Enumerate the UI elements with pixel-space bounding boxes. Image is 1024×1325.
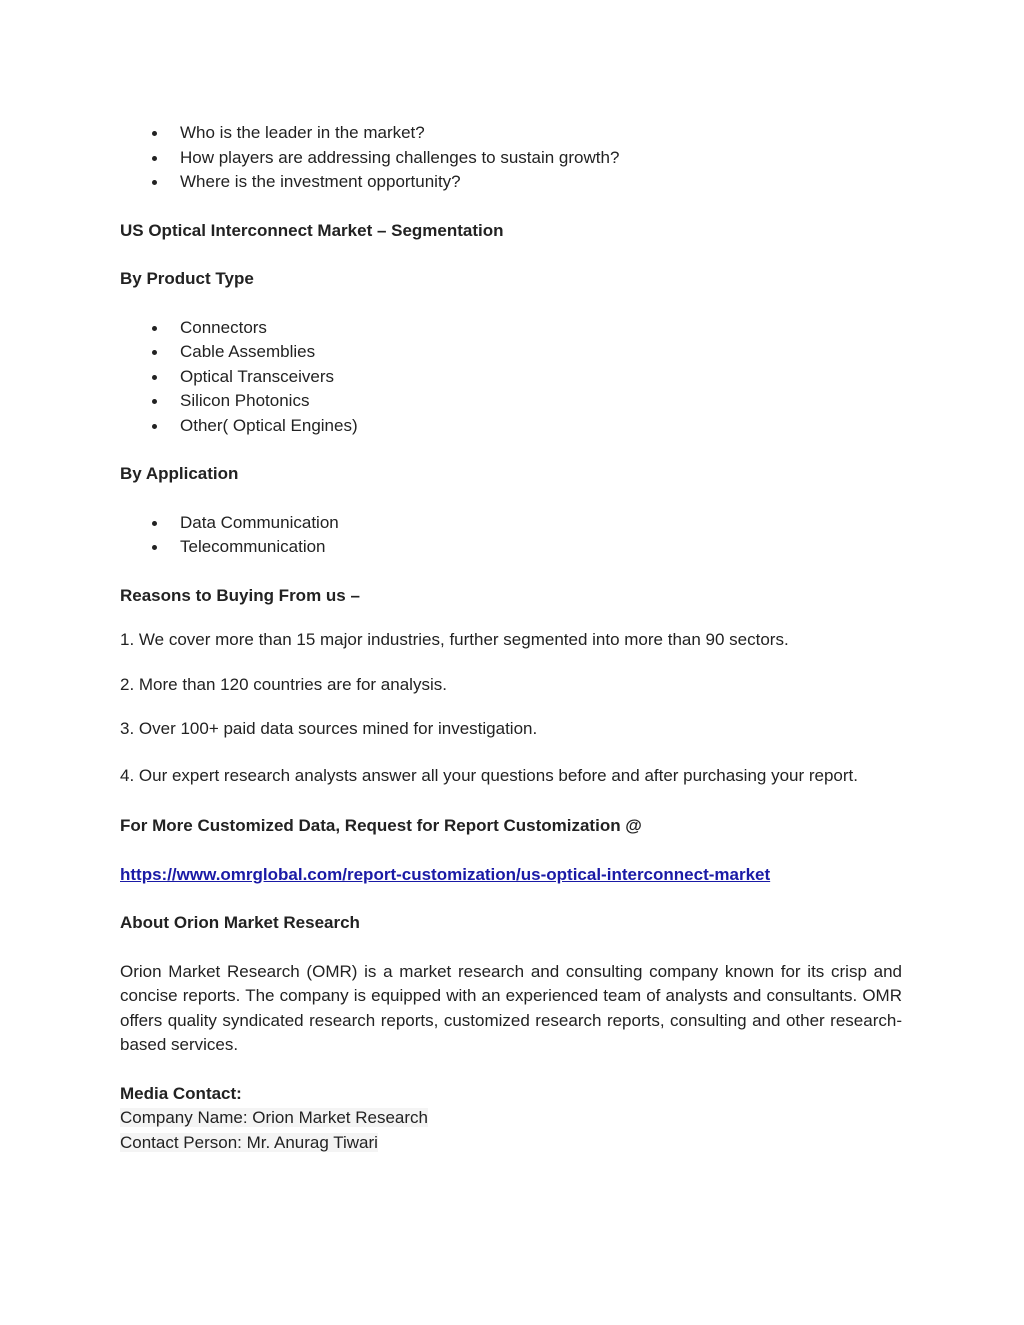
list-item: Data Communication [120, 511, 902, 536]
contact-company: Company Name: Orion Market Research [120, 1108, 429, 1127]
segmentation-title: US Optical Interconnect Market – Segmentation [120, 220, 504, 240]
list-item: Silicon Photonics [120, 389, 902, 414]
reason-item: 4. Our expert research analysts answer all your questions before and after purchasing your report. [120, 765, 858, 785]
contact-company-line [120, 1106, 902, 1131]
document-content [120, 121, 902, 1155]
contact-person: Contact Person: Mr. Anurag Tiwari [120, 1132, 378, 1152]
product-type-list [120, 316, 902, 439]
about-heading: About Orion Market Research [120, 913, 360, 932]
reason-item: 1. We cover more than 15 major industries, further segmented into more than 90 sectors. [120, 630, 789, 649]
list-item: Optical Transceivers [120, 365, 902, 390]
list-item: Connectors [120, 316, 902, 341]
list-item: Other( Optical Engines) [120, 414, 902, 439]
media-contact-heading: Media Contact: [120, 1083, 242, 1103]
product-type-heading: By Product Type [120, 269, 254, 288]
application-list [120, 511, 902, 560]
about-body: Orion Market Research (OMR) is a market research and consulting company known for its crisp and concise reports. The company is equipped with an experienced team of analysts and consultants. OMR offers quality syndicated research reports, customized research reports, consulting and other research-based services. [120, 961, 902, 1054]
reason-item: 2. More than 120 countries are for analysis. [120, 674, 447, 694]
reason-item: 3. Over 100+ paid data sources mined for investigation. [120, 719, 538, 738]
customization-heading: For More Customized Data, Request for Report Customization @ [120, 816, 642, 835]
customization-link[interactable]: https://www.omrglobal.com/report-customization/us-optical-interconnect-market [120, 864, 771, 884]
reasons-heading: Reasons to Buying From us – [120, 585, 360, 605]
list-item: Where is the investment opportunity? [120, 170, 902, 195]
list-item: How players are addressing challenges to sustain growth? [120, 146, 902, 171]
application-heading: By Application [120, 464, 239, 483]
list-item: Telecommunication [120, 535, 902, 560]
questions-list [120, 121, 902, 195]
list-item: Cable Assemblies [120, 340, 902, 365]
contact-person-line [120, 1131, 902, 1156]
list-item: Who is the leader in the market? [120, 121, 902, 146]
